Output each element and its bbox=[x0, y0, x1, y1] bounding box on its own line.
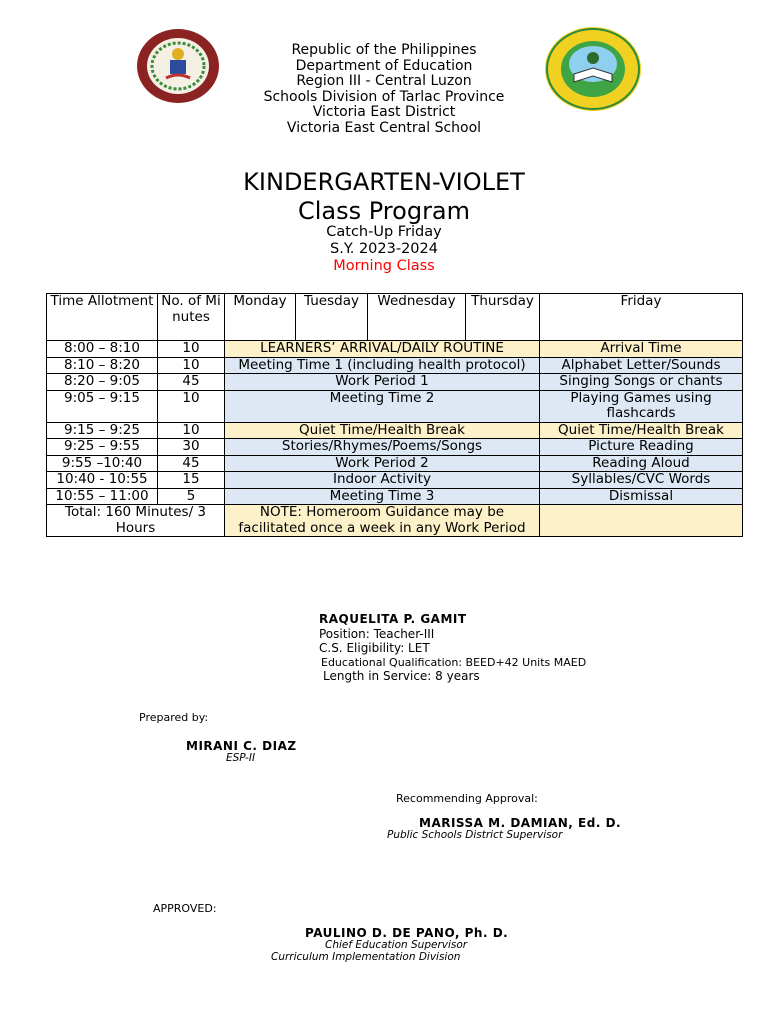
row-friday: Playing Games using flashcards bbox=[540, 390, 743, 422]
row-time: 9:55 –10:40 bbox=[47, 455, 158, 472]
row-minutes: 45 bbox=[158, 374, 225, 391]
total-time: Total: 160 Minutes/ 3 Hours bbox=[47, 505, 225, 537]
table-row bbox=[47, 488, 743, 505]
row-friday: Dismissal bbox=[540, 488, 743, 505]
row-time: 9:15 – 9:25 bbox=[47, 422, 158, 439]
prepared-by-name: MIRANI C. DIAZ bbox=[186, 739, 297, 753]
approved-title-1: Chief Education Supervisor bbox=[325, 939, 468, 951]
row-activity: Stories/Rhymes/Poems/Songs bbox=[225, 439, 540, 456]
letterhead-line: Region III - Central Luzon bbox=[296, 73, 472, 89]
recommending-label: Recommending Approval: bbox=[396, 792, 538, 805]
session-label: Morning Class bbox=[333, 258, 435, 274]
approved-title-2: Curriculum Implementation Division bbox=[271, 951, 461, 963]
row-friday: Arrival Time bbox=[540, 341, 743, 358]
letterhead-line: Victoria East Central School bbox=[286, 119, 482, 136]
table-row bbox=[47, 357, 743, 374]
header-wednesday: Wednesday bbox=[368, 294, 466, 341]
letterhead-line: Republic of the Philippines bbox=[291, 42, 477, 58]
row-friday: Quiet Time/Health Break bbox=[540, 422, 743, 439]
class-program-table bbox=[46, 293, 743, 537]
row-activity: Work Period 2 bbox=[225, 455, 540, 472]
table-header-row bbox=[47, 294, 743, 341]
row-time: 8:10 – 8:20 bbox=[47, 357, 158, 374]
subtitle-block bbox=[0, 224, 768, 275]
header-time: Time Allotment bbox=[47, 294, 158, 341]
table-row bbox=[47, 422, 743, 439]
header-friday: Friday bbox=[540, 294, 743, 341]
row-minutes: 15 bbox=[158, 472, 225, 489]
row-friday: Picture Reading bbox=[540, 439, 743, 456]
row-time: 9:25 – 9:55 bbox=[47, 439, 158, 456]
teacher-position: Position: Teacher-III bbox=[319, 627, 435, 641]
recommending-title: Public Schools District Supervisor bbox=[387, 829, 563, 841]
row-minutes: 10 bbox=[158, 422, 225, 439]
row-activity: Quiet Time/Health Break bbox=[225, 422, 540, 439]
table-total-row bbox=[47, 505, 743, 537]
row-minutes: 30 bbox=[158, 439, 225, 456]
school-year: S.Y. 2023-2024 bbox=[330, 241, 438, 257]
row-activity: Meeting Time 1 (including health protocol) bbox=[225, 357, 540, 374]
teacher-qualification: Educational Qualification: BEED+42 Units MAED bbox=[321, 656, 587, 669]
row-activity: Work Period 1 bbox=[225, 374, 540, 391]
row-minutes: 10 bbox=[158, 390, 225, 422]
row-friday: Singing Songs or chants bbox=[540, 374, 743, 391]
row-time: 9:05 – 9:15 bbox=[47, 390, 158, 422]
subtitle: Catch-Up Friday bbox=[326, 224, 442, 240]
row-friday: Syllables/CVC Words bbox=[540, 472, 743, 489]
letterhead-line: Schools Division of Tarlac Province bbox=[263, 88, 505, 105]
row-minutes: 10 bbox=[158, 341, 225, 358]
row-friday: Reading Aloud bbox=[540, 455, 743, 472]
row-friday: Alphabet Letter/Sounds bbox=[540, 357, 743, 374]
empty-cell bbox=[540, 505, 743, 537]
program-title: Class Program bbox=[297, 197, 471, 225]
letterhead bbox=[0, 43, 768, 136]
class-name-title: KINDERGARTEN-VIOLET bbox=[243, 168, 525, 196]
teacher-eligibility: C.S. Eligibility: LET bbox=[319, 641, 430, 655]
table-row bbox=[47, 439, 743, 456]
row-time: 10:55 – 11:00 bbox=[47, 488, 158, 505]
table-row bbox=[47, 374, 743, 391]
table-row bbox=[47, 455, 743, 472]
approved-label: APPROVED: bbox=[153, 902, 217, 915]
table-row bbox=[47, 472, 743, 489]
header-thursday: Thursday bbox=[466, 294, 540, 341]
row-time: 10:40 - 10:55 bbox=[47, 472, 158, 489]
row-activity: Indoor Activity bbox=[225, 472, 540, 489]
row-activity: LEARNERS’ ARRIVAL/DAILY ROUTINE bbox=[225, 341, 540, 358]
row-time: 8:20 – 9:05 bbox=[47, 374, 158, 391]
teacher-name: RAQUELITA P. GAMIT bbox=[319, 612, 467, 626]
homeroom-note: NOTE: Homeroom Guidance may be facilitated once a week in any Work Period bbox=[225, 505, 540, 537]
table-row bbox=[47, 390, 743, 422]
row-minutes: 5 bbox=[158, 488, 225, 505]
row-minutes: 45 bbox=[158, 455, 225, 472]
approved-name: PAULINO D. DE PANO, Ph. D. bbox=[305, 926, 509, 940]
row-activity: Meeting Time 2 bbox=[225, 390, 540, 422]
row-minutes: 10 bbox=[158, 357, 225, 374]
header-monday: Monday bbox=[225, 294, 296, 341]
teacher-service: Length in Service: 8 years bbox=[323, 669, 480, 683]
letterhead-line: Department of Education bbox=[295, 57, 473, 74]
table-row bbox=[47, 341, 743, 358]
header-minutes: No. of Minutes bbox=[158, 294, 225, 341]
row-time: 8:00 – 8:10 bbox=[47, 341, 158, 358]
row-activity: Meeting Time 3 bbox=[225, 488, 540, 505]
letterhead-line: Victoria East District bbox=[312, 104, 456, 120]
prepared-by-title: ESP-II bbox=[226, 752, 256, 764]
prepared-by-label: Prepared by: bbox=[139, 711, 209, 724]
recommending-name: MARISSA M. DAMIAN, Ed. D. bbox=[419, 816, 622, 830]
header-tuesday: Tuesday bbox=[296, 294, 368, 341]
